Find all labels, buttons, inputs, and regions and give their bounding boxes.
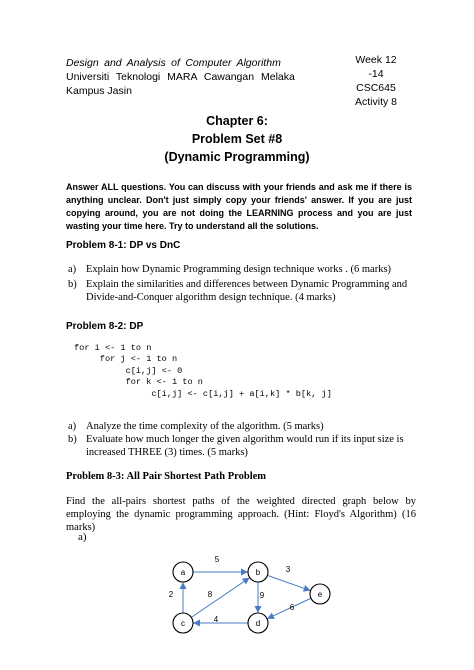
- node-label-a: a: [180, 568, 186, 577]
- code-line: for k <- 1 to n: [74, 377, 203, 388]
- edge-weight-c-b: 8: [207, 590, 213, 599]
- question-text: Explain how Dynamic Programming design technique works . (6 marks): [86, 264, 392, 275]
- course-header: [66, 56, 295, 98]
- activity-label: Activity 8: [354, 96, 397, 108]
- node-label-b: b: [255, 568, 261, 577]
- node-label-e: e: [317, 590, 323, 599]
- chapter-title: Chapter 6:: [206, 114, 268, 128]
- code-line: for j <- 1 to n: [74, 354, 178, 365]
- instructions: Answer ALL questions. You can discuss with your friends and ask me if there is anything unclear. Don't just simply copy your friends' answer. If you are just copying around, you are not doing the LEARNING process and you are just wasting your time here. Try to understand all the solutions.: [66, 182, 412, 231]
- university-name: Universiti Teknologi MARA Cawangan Melaka: [66, 71, 295, 83]
- edge-weight-e-d: 6: [289, 603, 295, 612]
- edge-b-e: [267, 575, 309, 590]
- course-code: CSC645: [356, 82, 396, 94]
- topic-title: (Dynamic Programming): [164, 150, 310, 164]
- question-marker: a): [68, 264, 77, 275]
- question-marker: b): [68, 434, 77, 445]
- edge-c-b: [191, 578, 249, 617]
- problem-1-questions: [66, 263, 416, 304]
- edge-weight-d-c: 4: [213, 615, 219, 624]
- edge-weight-c-a: 2: [168, 590, 174, 599]
- problem-3-heading: Problem 8-3: All Pair Shortest Path Problem: [66, 471, 267, 482]
- question-item: [66, 420, 416, 433]
- problem-2-heading: Problem 8-2: DP: [66, 321, 144, 332]
- edge-weight-a-b: 5: [214, 555, 220, 564]
- question-text: Explain the similarities and differences between Dynamic Programming and Divide-and-Conquer algorithm design technique. (4 marks): [86, 279, 408, 303]
- question-marker: a): [68, 421, 77, 432]
- code-line: c[i,j] <- 0: [74, 365, 183, 376]
- question-item: [66, 433, 416, 459]
- course-name: Design and Analysis of Computer Algorithm: [66, 57, 281, 69]
- weighted-directed-graph: [160, 552, 340, 638]
- code-line: c[i,j] <- c[i,j] + a[i,k] * b[k, j]: [74, 388, 332, 399]
- edge-weight-b-d: 9: [259, 591, 265, 600]
- problem-set-title: Problem Set #8: [191, 132, 283, 146]
- question-text: Analyze the time complexity of the algorithm. (5 marks): [86, 421, 324, 432]
- problem-3-text: Find the all-pairs shortest paths of the weighted directed graph below by employing the dynamic programming approach. (Hint: Floyd's Algorithm) (16 marks): [66, 496, 416, 533]
- node-label-d: d: [255, 619, 261, 628]
- question-item: [66, 278, 416, 304]
- node-label-c: c: [181, 619, 185, 628]
- week-info: [348, 53, 404, 109]
- question-marker: b): [68, 279, 77, 290]
- code-line: for i <- 1 to n: [74, 343, 152, 353]
- campus-name: Kampus Jasin: [66, 85, 132, 97]
- edge-weight-b-e: 3: [285, 565, 291, 574]
- problem-2-questions: [66, 420, 416, 459]
- week-label: Week 12 -14: [355, 54, 397, 80]
- problem-1-heading: Problem 8-1: DP vs DnC: [66, 240, 181, 251]
- algorithm-code: [74, 343, 332, 400]
- question-text: Evaluate how much longer the given algorithm would run if its input size is increased THREE (3) times. (5 marks): [86, 434, 404, 458]
- question-item: [66, 263, 416, 276]
- part-label: a): [78, 531, 87, 543]
